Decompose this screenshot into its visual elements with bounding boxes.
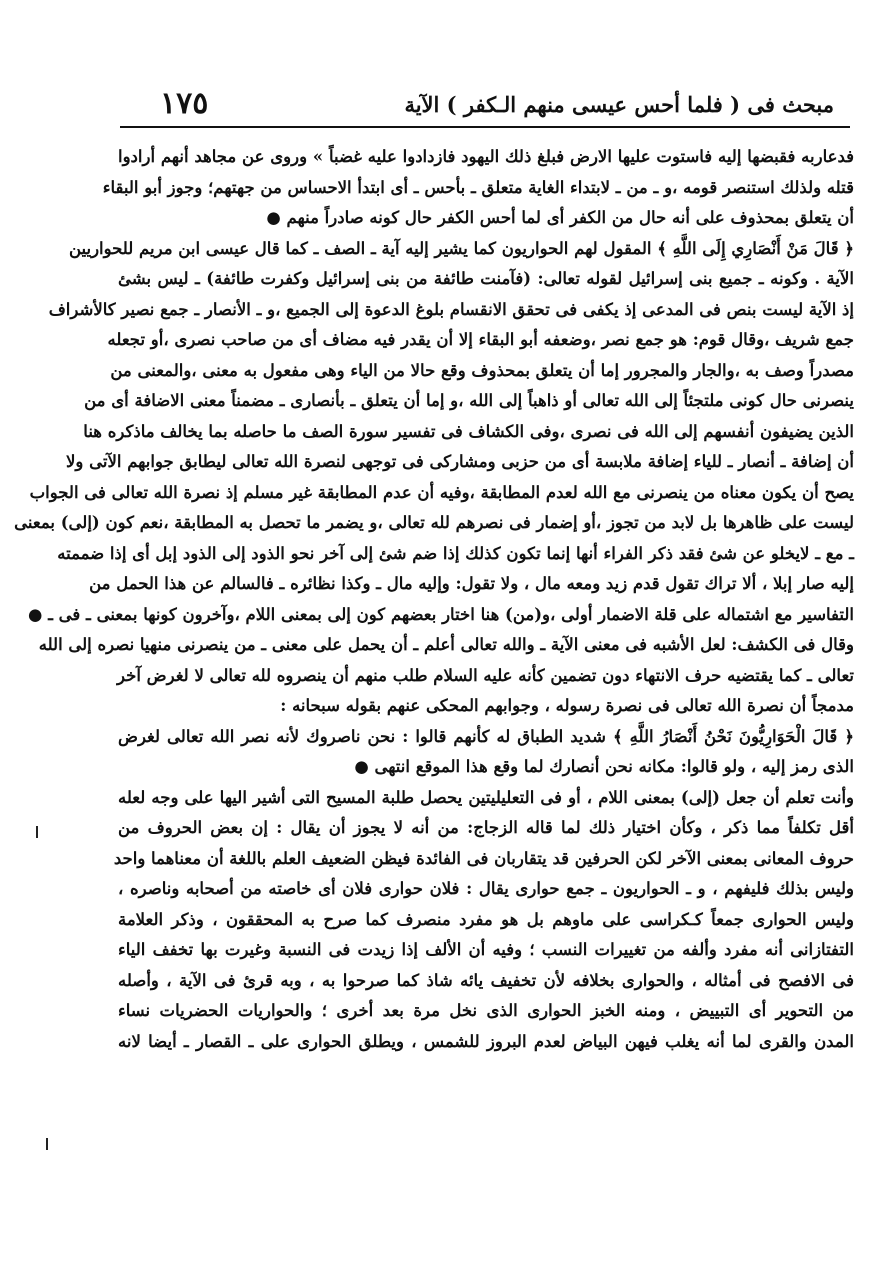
text-line: الآية . وكونه ـ جميع بنى إسرائيل لقوله تعالى: (فآمنت طائفة من بنى إسرائيل وكفرت طائفة) ـ ليس بشئ <box>118 269 854 288</box>
text-line: فدعاربه فقبضها إليه فاستوت عليها الارض فبلغ ذلك اليهود فازدادوا عليه غضباً » وروى عن مجاهد أنهم أرادوا <box>118 147 854 166</box>
text-line: أن يتعلق بمحذوف على أنه حال من الكفر أى لما أحس الكفر حال كونه صادراً منهم ● <box>266 208 854 227</box>
text-line: ﴿ قَالَ الْحَوَارِيُّونَ نَحْنُ أَنْصَارُ اللَّهِ ﴾ شديد الطباق له كأنهم قالوا : نحن ناصروك لأنه نصر الله تعالى لغرض <box>118 726 854 746</box>
text-line: ليست على ظاهرها بل لابد من تجوز ،أو إضمار فى نصرهم لله تعالى ،و يضمر ما تحصل به المطابقة ،نعم كون (إلى) بمعنى <box>14 513 854 532</box>
text-line: يصح أن يكون معناه من ينصرنى مع الله لعدم المطابقة ،وفيه أن عدم المطابقة غير مسلم إذ نصرة الله تعالى فى الجواب <box>29 482 854 502</box>
text-line: الذى رمز إليه ، ولو قالوا: مكانه نحن أنصارك لما وقع هذا الموقع انتهى ● <box>354 757 854 776</box>
text-line: مصدراً وصف به ،والجار والمجرور إما أن يتعلق بمحذوف وقع حالا من الياء وهى مفعول به معنى ،والمعنى من <box>110 360 854 380</box>
text-line: المدن والقرى لما أنه يغلب فيهن البياض لعدم البروز للشمس ، ويطلق الحوارى على ـ القصار ـ أيضا لانه <box>118 1031 854 1051</box>
text-line: أقل تكلفاً مما ذكر ، وكأن اختيار ذلك لما قاله الزجاج: من أنه لا يجوز أن يقال : إن بعض الحروف من <box>118 818 854 837</box>
text-line: وأنت تعلم أن جعل (إلى) بمعنى اللام ، أو فى التعليليتين يحصل طلبة المسيح التى أشير اليها على وجه لعله <box>118 787 854 807</box>
text-line: من التحوير أى التبييض ، ومنه الخبز الحوارى الذى نخل مرة بعد أخرى ؛ والحواريات الحضريات نساء <box>118 1001 854 1020</box>
text-line: إذ الآية ليست بنص فى المدعى إذ يكفى فى تحقق الانقسام بلوغ الدعوة إلى الجميع ،و ـ الأنصار ـ جمع نصير كالأشراف <box>48 299 854 319</box>
text-line: قتله ولذلك استنصر قومه ،و ـ من ـ لابتداء الغاية متعلق ـ بأحس ـ أى ابتدأ الاحساس من جهتهم؛ وجوز أبو البقاء <box>102 177 854 197</box>
text-line: وليس الحوارى جمعاً كـكراسى على ماوهم بل هو مفرد منصرف كما صرح به المحققون ، وذكر العلامة <box>118 909 854 929</box>
text-line: إليه صار إبلا ، ألا تراك تقول قدم زيد ومعه مال ، ولا تقول: وإليه مال ـ وكذا نظائره ـ فالسالم عن هذا الحمل من <box>89 574 854 593</box>
margin-mark <box>46 1138 48 1150</box>
text-line: جمع شريف ،وقال قوم: هو جمع نصر ،وضعفه أبو البقاء إلا أن يقدر فيه مضاف أى من صاحب نصرى ،أو تجعله <box>107 330 854 349</box>
body-text <box>14 142 854 1057</box>
text-line: ينصرنى حال كونى ملتجئاً إلى الله تعالى أو ذاهباً إلى الله ،و إما أن يتعلق ـ بأنصارى ـ مضمناً معنى الاضافة أى من <box>84 391 854 410</box>
header-divider <box>120 126 850 128</box>
text-line: مدمجاً أن نصرة الله تعالى فى نصرة رسوله ، وجوابهم المحكى عنهم بقوله سبحانه : <box>280 696 854 715</box>
text-line: التفتازانى أنه مفرد وألفه من تغييرات النسب ؛ وفيه أن الألف إذا زيدت فى النسبة وغيرت بها تخفف الياء <box>118 940 854 959</box>
text-line: وقال فى الكشف: لعل الأشبه فى معنى الآية ـ والله تعالى أعلم ـ أن يحمل على معنى ـ من ينصرنى منهيا نصره إلى الله <box>38 635 854 654</box>
page-number: ١٧٥ <box>160 86 209 121</box>
text-line: تعالى ـ كما يقتضيه حرف الانتهاء دون تضمين كأنه عليه السلام طلب منهم أن ينصروه لله تعالى لا لغرض آخر <box>117 665 854 685</box>
running-header <box>90 86 850 130</box>
text-line: التفاسير مع اشتماله على قلة الاضمار أولى ،و(من) هنا اختار بعضهم كون إلى بمعنى اللام ،وآخرون كونها بمعنى ـ فى ـ ● <box>27 604 854 624</box>
text-line: ـ مع ـ لايخلو عن شئ فقد ذكر الفراء أنها إنما تكون كذلك إذا ضم شئ إلى آخر نحو الذود إلى الذود إبل أى إذا ضممته <box>57 543 854 563</box>
text-line: ﴿ قَالَ مَنْ أَنْصَارِي إِلَى اللَّهِ ﴾ المقول لهم الحواريون كما يشير إليه آية ـ الصف ـ كما قال عيسى ابن مريم للحواريين <box>68 238 854 258</box>
text-line: حروف المعانى بمعنى الآخر لكن الحرفين قد يتقاربان فى الفائدة فيظن الضعيف العلم باللغة أن معناهما واحد <box>113 848 854 868</box>
text-line: الذين يضيفون أنفسهم إلى الله فى نصرى ،وفى الكشاف فى تفسير سورة الصف ما حاصله بما يخالف ماذكره هنا <box>83 421 854 441</box>
page-title: مبحث فى ( فلما أحس عيسى منهم الـكفر ) الآية <box>404 92 834 117</box>
text-line: وليس بذلك فليفهم ، و ـ الحواريون ـ جمع حوارى يقال : فلان حوارى فلان أى خاصته من أصحابه وناصره ، <box>118 879 854 898</box>
text-line: أن إضافة ـ أنصار ـ للياء إضافة ملابسة أى من حزبى ومشاركى فى توجهى لنصرة الله تعالى ليطابق جوابهم الآتى ولا <box>65 452 854 471</box>
text-line: فى الافصح فى أمثاله ، والحوارى بخلافه لأن تخفيف يائه شاذ كما صرحوا به ، وبه قرئ فى الآية ، وأصله <box>118 970 854 990</box>
margin-mark <box>36 826 38 838</box>
